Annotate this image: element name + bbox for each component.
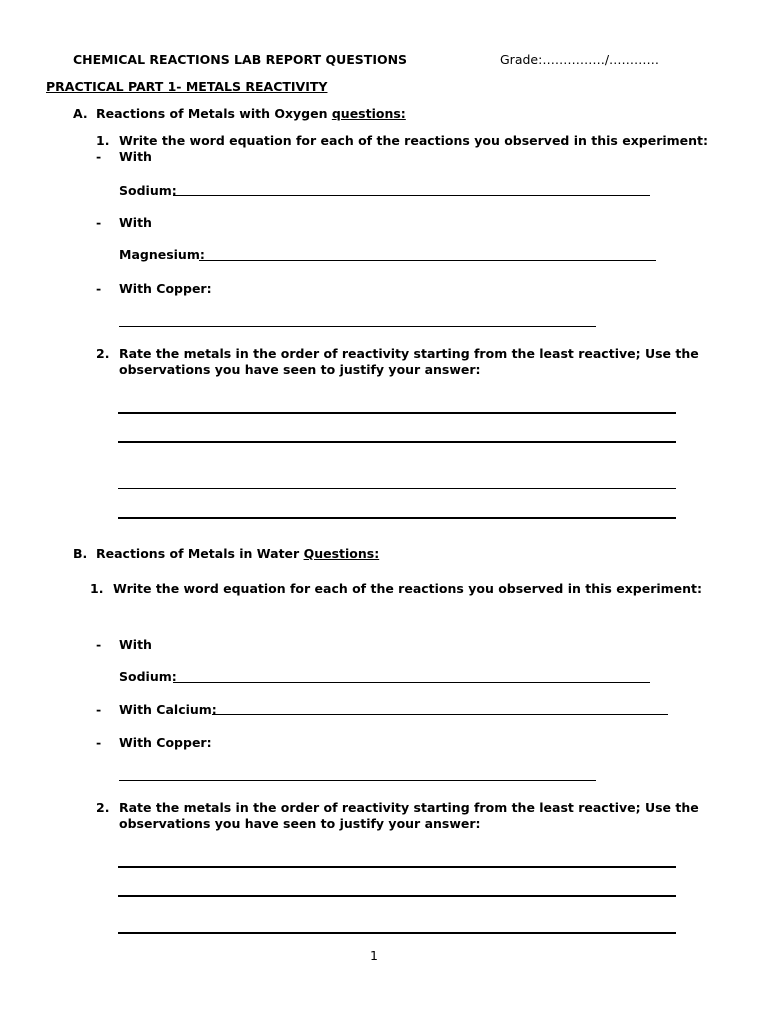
a-sodium-answer-blank[interactable] [173, 195, 650, 196]
a-with-sodium-label: With [119, 149, 152, 164]
b-dash-calcium: - [96, 702, 102, 717]
section-a-title: Reactions of Metals with Oxygen [96, 106, 332, 121]
section-b-title-underlined: Questions: [303, 546, 380, 561]
b-with-sodium-label: With [119, 637, 152, 652]
a-q1-text: Write the word equation for each of the reactions you observed in this experiment: [119, 133, 709, 148]
a-answer-line-4[interactable] [118, 517, 676, 519]
b-dash-copper: - [96, 735, 102, 750]
part-title: PRACTICAL PART 1- METALS REACTIVITY [46, 79, 328, 94]
b-calcium-label: With Calcium: [119, 702, 217, 717]
section-a-letter: A. [73, 106, 88, 121]
a-with-magnesium-label: With [119, 215, 152, 230]
a-copper-answer-blank[interactable] [119, 326, 596, 327]
section-b-heading [96, 546, 379, 562]
b-calcium-answer-blank[interactable] [212, 714, 668, 715]
b-q2-text-line2: observations you have seen to justify your answer: [119, 816, 481, 831]
a-answer-line-2[interactable] [118, 441, 676, 443]
b-answer-line-2[interactable] [118, 895, 676, 897]
a-dash-copper: - [96, 281, 102, 296]
section-b-letter: B. [73, 546, 88, 561]
section-b-title: Reactions of Metals in Water [96, 546, 304, 561]
a-magnesium-label: Magnesium: [119, 247, 205, 262]
b-answer-line-1[interactable] [118, 866, 676, 868]
a-dash-sodium: - [96, 149, 102, 164]
grade-field[interactable]: Grade:……………/………… [500, 52, 660, 67]
b-sodium-label: Sodium: [119, 669, 177, 684]
b-q1-number: 1. [90, 581, 104, 596]
section-a-title-underlined: questions: [331, 106, 406, 121]
a-q1-number: 1. [96, 133, 110, 148]
a-copper-label: With Copper: [119, 281, 212, 296]
b-answer-line-3[interactable] [118, 932, 676, 934]
b-sodium-answer-blank[interactable] [173, 682, 650, 683]
b-q2-number: 2. [96, 800, 110, 815]
a-answer-line-1[interactable] [118, 412, 676, 414]
a-q2-number: 2. [96, 346, 110, 361]
b-q1-text: Write the word equation for each of the reactions you observed in this experiment: [113, 581, 703, 596]
page-number: 1 [370, 948, 378, 963]
a-sodium-label: Sodium: [119, 183, 177, 198]
section-a-heading [96, 106, 406, 122]
b-q2-text-line1: Rate the metals in the order of reactivity starting from the least reactive; Use the [119, 800, 699, 815]
a-q2-text-line1: Rate the metals in the order of reactivity starting from the least reactive; Use the [119, 346, 699, 361]
b-copper-answer-blank[interactable] [119, 780, 596, 781]
b-dash-sodium: - [96, 637, 102, 652]
a-q2-text-line2: observations you have seen to justify your answer: [119, 362, 481, 377]
a-dash-magnesium: - [96, 215, 102, 230]
document-title: CHEMICAL REACTIONS LAB REPORT QUESTIONS [73, 52, 408, 67]
a-magnesium-answer-blank[interactable] [199, 260, 656, 261]
b-copper-label: With Copper: [119, 735, 212, 750]
a-answer-line-3[interactable] [118, 488, 676, 489]
